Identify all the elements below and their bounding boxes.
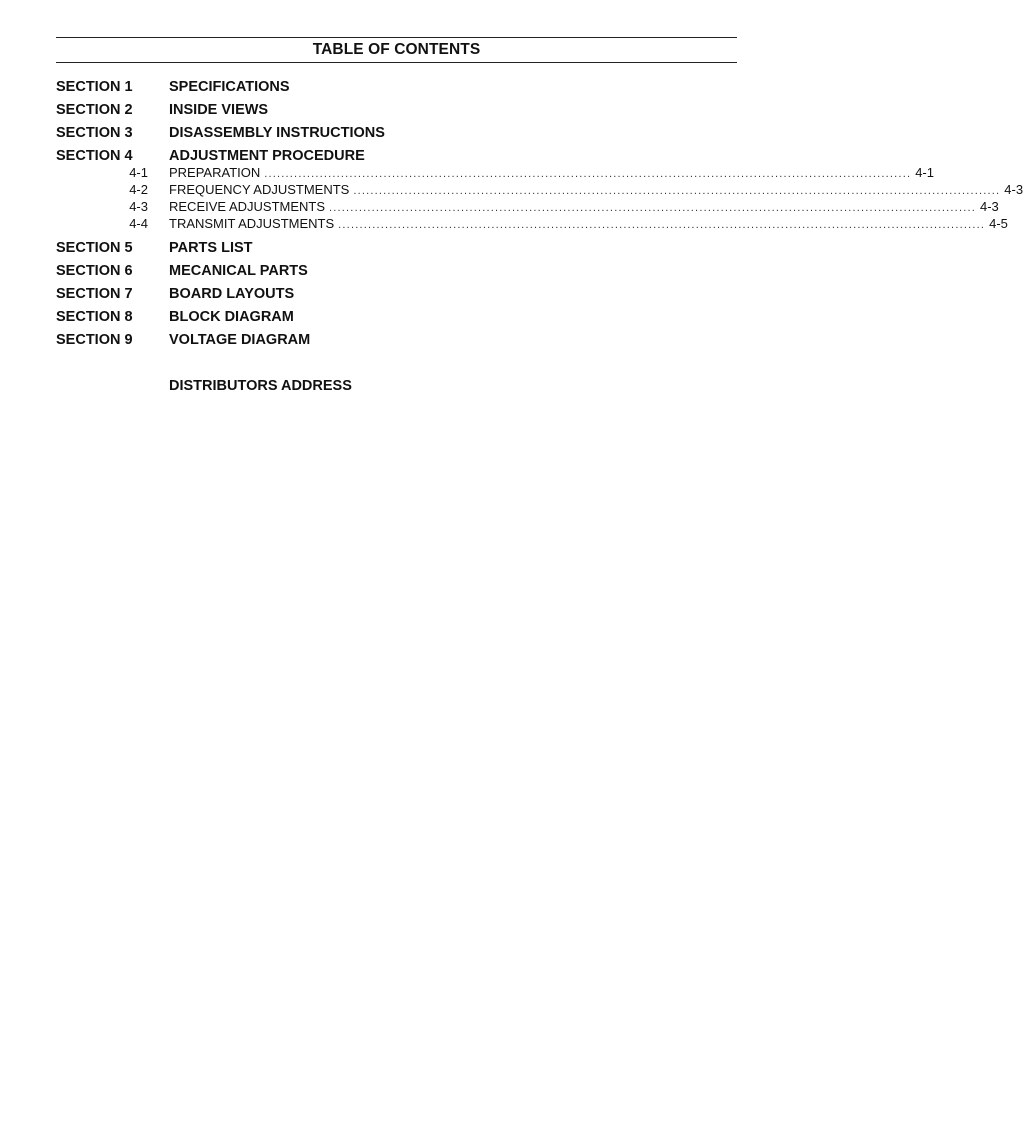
toc-subsection-4-1[interactable] — [56, 165, 934, 181]
section-title: DISASSEMBLY INSTRUCTIONS — [169, 125, 385, 141]
section-label: SECTION 5 — [56, 240, 133, 256]
section-label: SECTION 1 — [56, 79, 133, 95]
subsection-title: FREQUENCY ADJUSTMENTS — [169, 182, 350, 197]
dot-leader: ........................................................................................................................................................ — [353, 185, 1001, 197]
toc-subsection-4-4[interactable] — [56, 216, 1008, 232]
section-title: ADJUSTMENT PROCEDURE — [169, 148, 365, 164]
toc-section-2[interactable] — [56, 101, 737, 119]
toc-distributors-address[interactable]: DISTRIBUTORS ADDRESS — [169, 378, 352, 394]
toc-section-7[interactable] — [56, 285, 737, 303]
subsection-number: 4-1 — [129, 165, 148, 180]
section-label: SECTION 8 — [56, 309, 133, 325]
subsection-page: 4-5 — [989, 216, 1008, 231]
section-label: SECTION 4 — [56, 148, 133, 164]
subsection-title: PREPARATION — [169, 165, 261, 180]
toc-section-6[interactable] — [56, 262, 737, 280]
section-label: SECTION 3 — [56, 125, 133, 141]
subsection-page: 4-3 — [979, 199, 999, 214]
section-label: SECTION 6 — [56, 263, 133, 279]
dot-leader: ........................................................................................................................................................ — [338, 219, 986, 231]
section-title: INSIDE VIEWS — [169, 102, 269, 118]
subsection-page: 4-1 — [915, 165, 934, 180]
section-label: SECTION 9 — [56, 332, 133, 348]
dot-leader: ........................................................................................................................................................ — [329, 202, 976, 214]
subsection-number: 4-2 — [129, 182, 148, 197]
section-title: BLOCK DIAGRAM — [169, 309, 294, 325]
section-title: MECANICAL PARTS — [169, 263, 308, 279]
toc-section-1[interactable] — [56, 78, 737, 96]
section-label: SECTION 2 — [56, 102, 133, 118]
section-title: BOARD LAYOUTS — [169, 286, 295, 302]
subsection-title: RECEIVE ADJUSTMENTS — [169, 199, 326, 214]
subsection-number: 4-4 — [129, 216, 148, 231]
subsection-page: 4-3 — [1004, 182, 1023, 197]
section-title: PARTS LIST — [169, 240, 253, 256]
toc-section-4[interactable] — [56, 147, 737, 165]
toc-section-5[interactable] — [56, 239, 737, 257]
subsection-title: TRANSMIT ADJUSTMENTS — [169, 216, 335, 231]
toc-subsection-4-3[interactable] — [56, 199, 999, 215]
toc-section-3[interactable] — [56, 124, 737, 142]
section-title: VOLTAGE DIAGRAM — [169, 332, 311, 348]
toc-section-8[interactable] — [56, 308, 737, 326]
toc-section-9[interactable] — [56, 331, 737, 349]
section-label: SECTION 7 — [56, 286, 133, 302]
toc-subsection-4-2[interactable] — [56, 182, 1023, 198]
page-title: TABLE OF CONTENTS — [312, 41, 481, 58]
subsection-number: 4-3 — [129, 199, 148, 214]
header-top-rule — [56, 37, 737, 38]
section-title: SPECIFICATIONS — [169, 79, 290, 95]
header-bottom-rule — [56, 62, 737, 63]
dot-leader: ........................................................................................................................................................ — [264, 168, 912, 180]
